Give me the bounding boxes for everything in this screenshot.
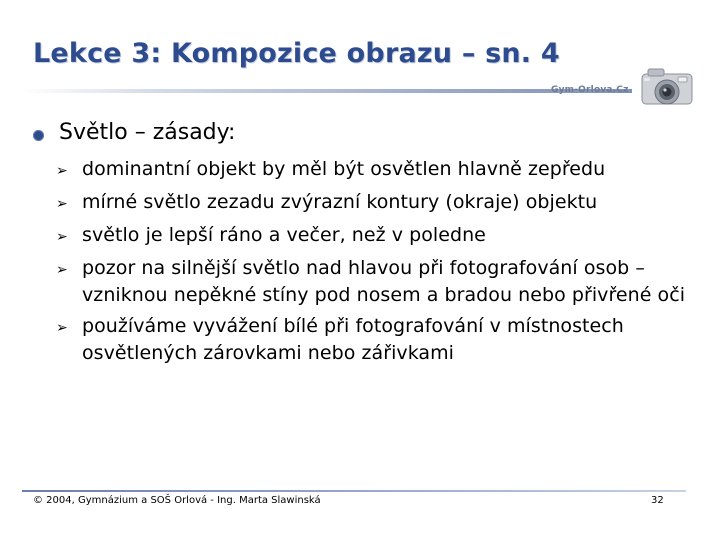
arrow-bullet-icon: ➢ — [56, 229, 68, 245]
section-heading-text: Světlo – zásady: — [59, 120, 236, 145]
list-item-text: pozor na silnější světlo nad hlavou při fotografování osob – vzniknou nepěkné stíny pod nosem a bradou nebo přivřené oči — [82, 257, 686, 306]
bullet-list — [56, 156, 696, 371]
list-item — [56, 156, 696, 185]
footer-copyright: © 2004, Gymnázium a SOŠ Orlová - Ing. Marta Slawinská — [33, 495, 321, 506]
arrow-bullet-icon: ➢ — [56, 163, 68, 179]
list-item — [56, 313, 696, 367]
slide-title: Lekce 3: Kompozice obrazu – sn. 4 — [33, 38, 560, 69]
list-item-text: mírné světlo zezadu zvýrazní kontury (okraje) objektu — [82, 191, 598, 213]
footer-divider — [22, 490, 686, 492]
list-item — [56, 189, 696, 218]
camera-icon — [638, 62, 698, 112]
arrow-bullet-icon: ➢ — [56, 320, 68, 336]
list-item — [56, 255, 696, 309]
arrow-bullet-icon: ➢ — [56, 262, 68, 278]
title-underline — [22, 89, 632, 93]
round-bullet-icon — [33, 130, 44, 141]
list-item-text: používáme vyvážení bílé při fotografování v místnostech osvětlených zárovkami nebo zářivkami — [82, 315, 624, 364]
arrow-bullet-icon: ➢ — [56, 196, 68, 212]
list-item-text: dominantní objekt by měl být osvětlen hlavně zepředu — [82, 158, 606, 180]
section-heading — [33, 120, 235, 145]
list-item — [56, 222, 696, 251]
page-number: 32 — [651, 495, 664, 506]
list-item-text: světlo je lepší ráno a večer, než v poledne — [82, 224, 486, 246]
brand-label: Gym-Orlova.Cz — [551, 85, 629, 95]
